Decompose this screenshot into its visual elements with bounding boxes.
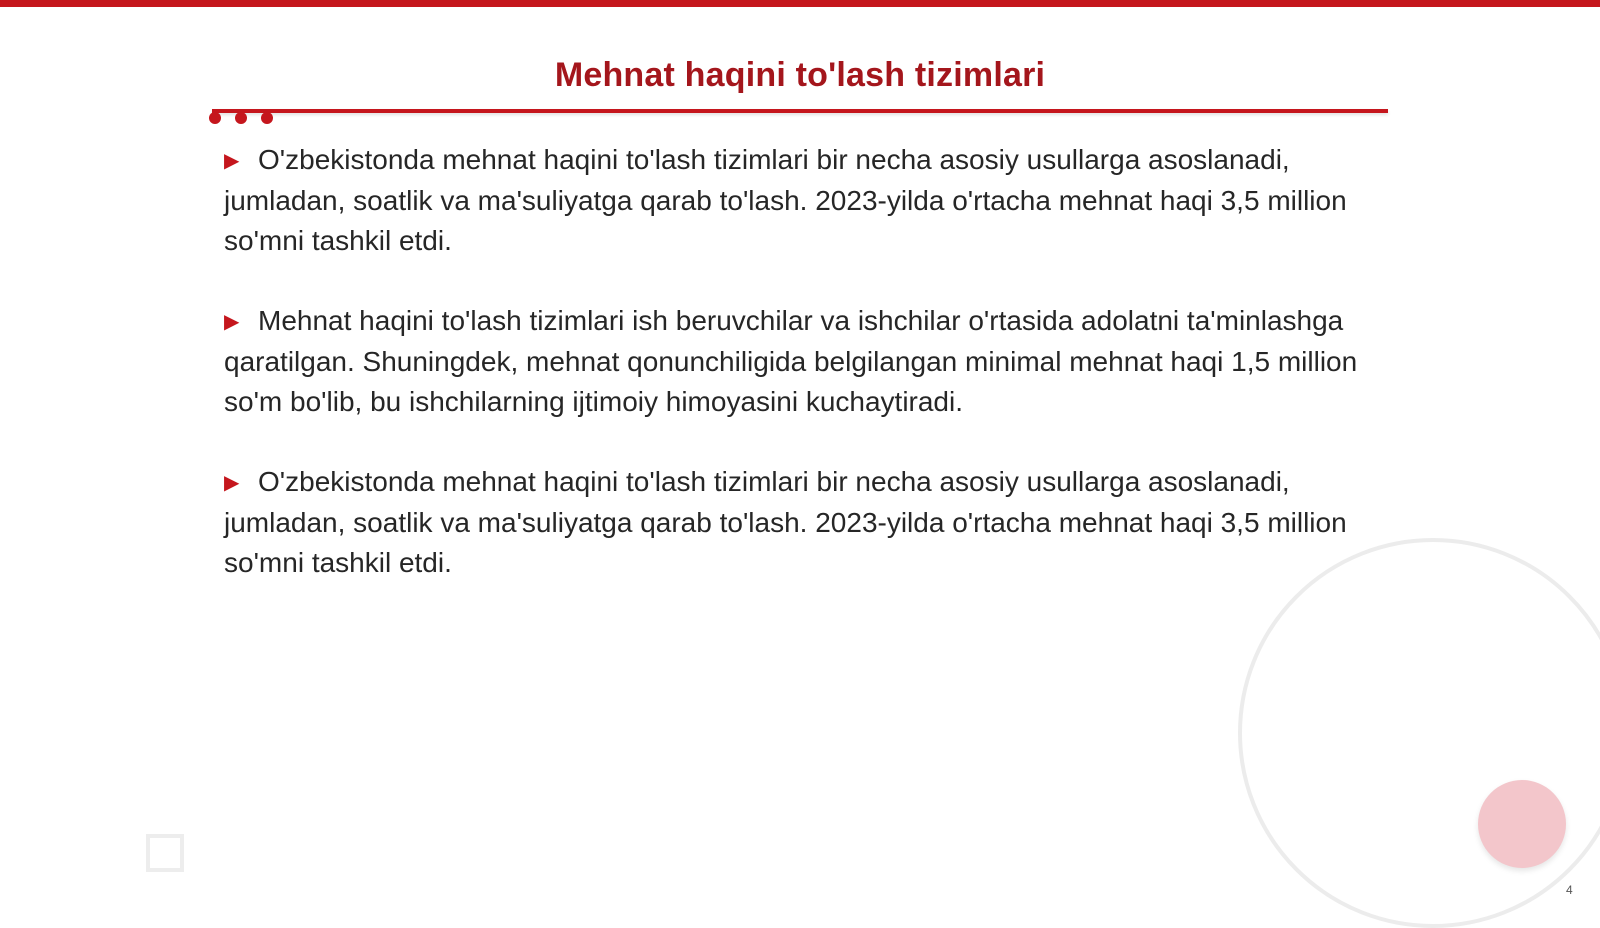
top-accent-bar — [0, 0, 1600, 7]
triangle-bullet-icon: ▶ — [224, 311, 240, 333]
decorative-pink-dot — [1478, 780, 1566, 868]
triangle-bullet-icon: ▶ — [224, 150, 240, 172]
page-number: 4 — [1566, 883, 1573, 897]
bullet-paragraph — [224, 462, 1404, 583]
decorative-ring — [1238, 538, 1600, 928]
title-underline — [212, 109, 1388, 113]
underline-dot — [261, 112, 273, 124]
bullet-text: Mehnat haqini to'lash tizimlari ish beruvchilar va ishchilar o'rtasida adolatni ta'minlashga qaratilgan. Shuningdek, mehnat qonunchiligida belgilangan minimal mehnat haqi 1,5 million so'm bo'lib, bu ishchilarning ijtimoiy himoyasini kuchaytiradi. — [224, 305, 1358, 417]
bullet-text: O'zbekistonda mehnat haqini to'lash tizimlari bir necha asosiy usullarga asoslanadi, jumladan, soatlik va ma'suliyatga qarab to'lash. 2023-yilda o'rtacha mehnat haqi 3,5 million so'mni tashkil etdi. — [224, 144, 1347, 256]
triangle-bullet-icon: ▶ — [224, 472, 240, 494]
bullet-text: O'zbekistonda mehnat haqini to'lash tizimlari bir necha asosiy usullarga asoslanadi, jumladan, soatlik va ma'suliyatga qarab to'lash. 2023-yilda o'rtacha mehnat haqi 3,5 million so'mni tashkil etdi. — [224, 466, 1347, 578]
decorative-square — [146, 834, 184, 872]
bullet-paragraph — [224, 301, 1404, 422]
slide-title: Mehnat haqini to'lash tizimlari — [554, 56, 1046, 94]
slide-body — [224, 140, 1404, 623]
bullet-paragraph — [224, 140, 1404, 261]
underline-dot — [209, 112, 221, 124]
underline-dot — [235, 112, 247, 124]
